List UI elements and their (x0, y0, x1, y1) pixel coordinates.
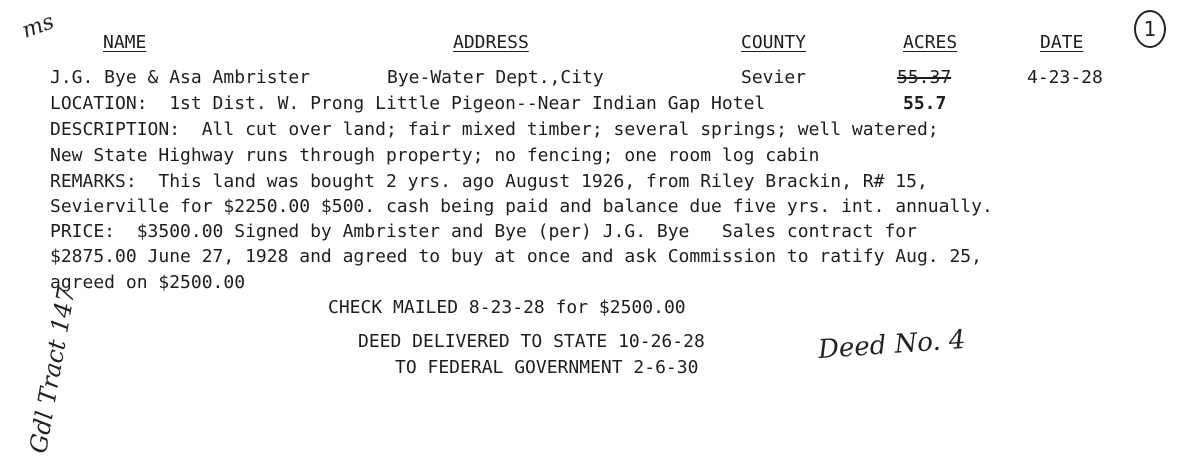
header-date: DATE (1040, 32, 1084, 53)
header-name: NAME (103, 32, 147, 53)
header-county: COUNTY (741, 32, 807, 53)
corner-mark: ms (18, 9, 58, 44)
record-county: Sevier (741, 67, 807, 88)
check-mailed-stamp: CHECK MAILED 8-23-28 for $2500.00 (328, 297, 686, 318)
remarks-line-2: Sevierville for $2250.00 $500. cash being paid and balance due five yrs. int. annually. (50, 196, 993, 217)
description-line-2: New State Highway runs through property; no fencing; one room log cabin (50, 145, 820, 166)
price-line-3: agreed on $2500.00 (50, 272, 246, 293)
record-acres-struck: 55.37 (897, 67, 952, 88)
price-line-2: $2875.00 June 27, 1928 and agreed to buy at once and ask Commission to ratify Aug. 25, (50, 246, 982, 267)
record-name: J.G. Bye & Asa Ambrister (50, 67, 311, 88)
price-line-1: PRICE: $3500.00 Signed by Ambrister and Bye (per) J.G. Bye Sales contract for (50, 221, 917, 242)
location-line: LOCATION: 1st Dist. W. Prong Little Pigeon--Near Indian Gap Hotel (50, 93, 766, 114)
margin-note-handwriting: Gdl Tract 147 (24, 284, 81, 456)
deed-federal-stamp: TO FEDERAL GOVERNMENT 2-6-30 (395, 357, 699, 378)
deed-state-stamp: DEED DELIVERED TO STATE 10-26-28 (358, 331, 705, 352)
header-address: ADDRESS (453, 32, 529, 53)
record-acres: 55.7 (903, 93, 947, 114)
remarks-line-1: REMARKS: This land was bought 2 yrs. ago August 1926, from Riley Brackin, R# 15, (50, 171, 928, 192)
description-line-1: DESCRIPTION: All cut over land; fair mixed timber; several springs; well watered; (50, 119, 939, 140)
card-number-badge: 1 (1134, 10, 1166, 48)
record-date: 4-23-28 (1027, 67, 1103, 88)
record-address: Bye-Water Dept.,City (387, 67, 604, 88)
header-acres: ACRES (903, 32, 958, 53)
deed-number-handwriting: Deed No. 4 (817, 324, 967, 366)
